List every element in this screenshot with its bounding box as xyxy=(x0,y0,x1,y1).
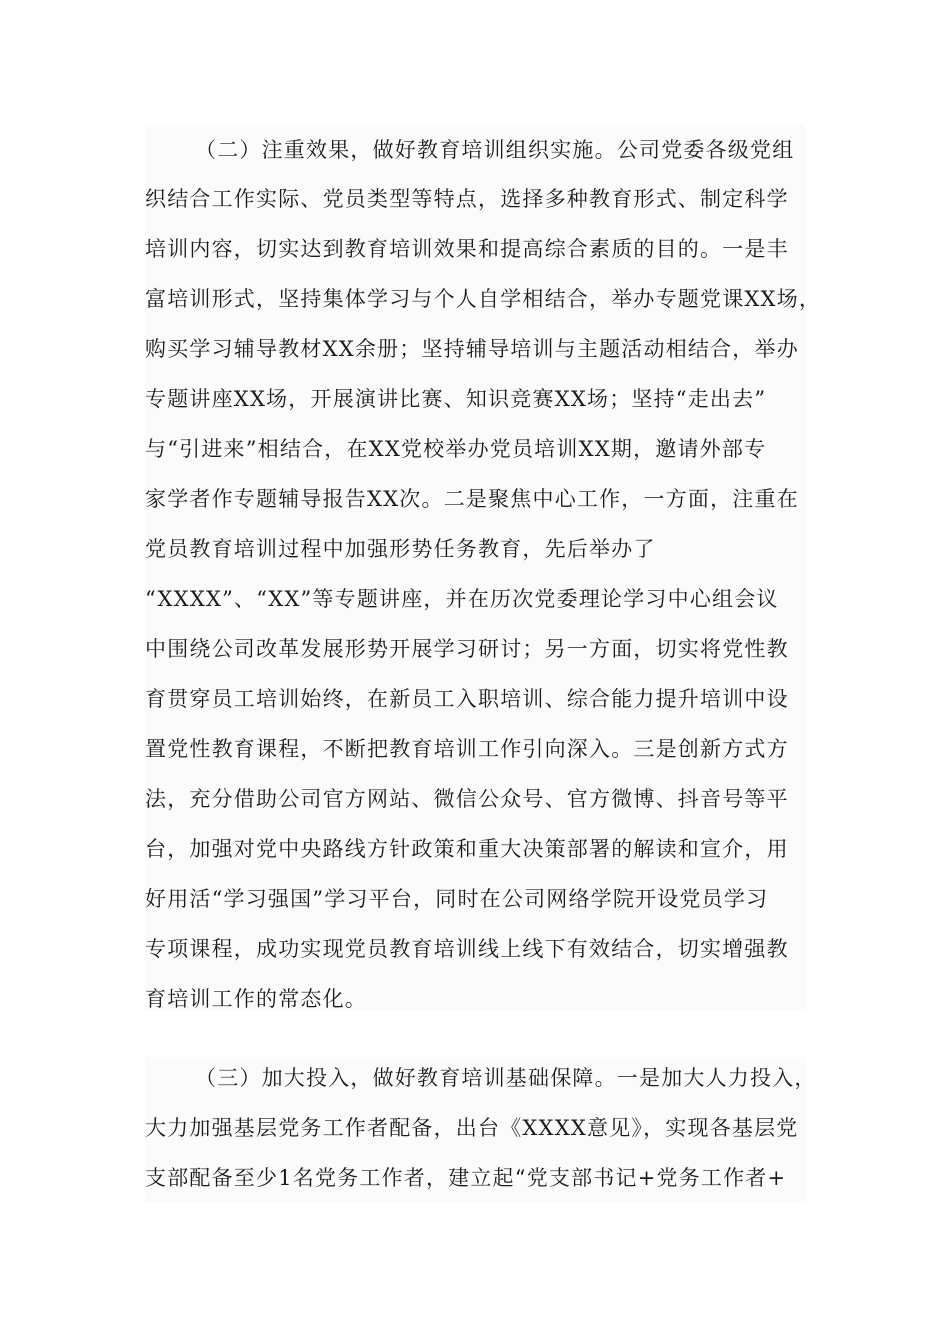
text-line: 专项课程，成功实现党员教育培训线上线下有效结合，切实增强教 xyxy=(145,937,789,961)
text-line: 中围绕公司改革发展形势开展学习研讨；另一方面，切实将党性教 xyxy=(145,637,789,661)
text-line: 织结合工作实际、党员类型等特点，选择多种教育形式、制定科学 xyxy=(145,187,789,211)
text-line: “XXXX”、“XX”等专题讲座，并在历次党委理论学习中心组会议 xyxy=(145,587,779,611)
text-line: 专题讲座XX场，开展演讲比赛、知识竞赛XX场；坚持“走出去” xyxy=(145,387,767,411)
paragraph-section-two xyxy=(145,125,822,1011)
text-line: 党员教育培训过程中加强形势任务教育，先后举办了 xyxy=(145,537,656,561)
text-line: 好用活“学习强国”学习平台，同时在公司网络学院开设党员学习 xyxy=(145,887,769,911)
text-line: 育培训工作的常态化。 xyxy=(145,987,367,1011)
text-line: 培训内容，切实达到教育培训效果和提高综合素质的目的。一是丰 xyxy=(145,237,789,261)
text-line: 支部配备至少1名党务工作者，建立起“党支部书记+党务工作者+ xyxy=(145,1166,787,1190)
text-line: 育贯穿员工培训始终，在新员工入职培训、综合能力提升培训中设 xyxy=(145,687,789,711)
paragraph-section-three xyxy=(145,1057,817,1202)
text-line: 法，充分借助公司官方网站、微信公众号、官方微博、抖音号等平 xyxy=(145,787,789,811)
text-line: 家学者作专题辅导报告XX次。二是聚焦中心工作，一方面，注重在 xyxy=(145,487,799,511)
text-line: 富培训形式，坚持集体学习与个人自学相结合，举办专题党课XX场， xyxy=(145,287,822,311)
text-line: 置党性教育课程，不断把教育培训工作引向深入。三是创新方式方 xyxy=(145,737,789,761)
text-line: 台，加强对党中央路线方针政策和重大决策部署的解读和宣介，用 xyxy=(145,837,789,861)
text-line: 与“引进来”相结合，在XX党校举办党员培训XX期，邀请外部专 xyxy=(145,437,767,461)
text-line: 购买学习辅导教材XX余册；坚持辅导培训与主题活动相结合，举办 xyxy=(145,337,799,361)
text-line: （二）注重效果，做好教育培训组织实施。公司党委各级党组 xyxy=(195,138,795,162)
text-line: （三）加大投入，做好教育培训基础保障。一是加大人力投入， xyxy=(195,1066,817,1090)
text-line: 大力加强基层党务工作者配备，出台《XXXX意见》，实现各基层党 xyxy=(145,1116,799,1140)
